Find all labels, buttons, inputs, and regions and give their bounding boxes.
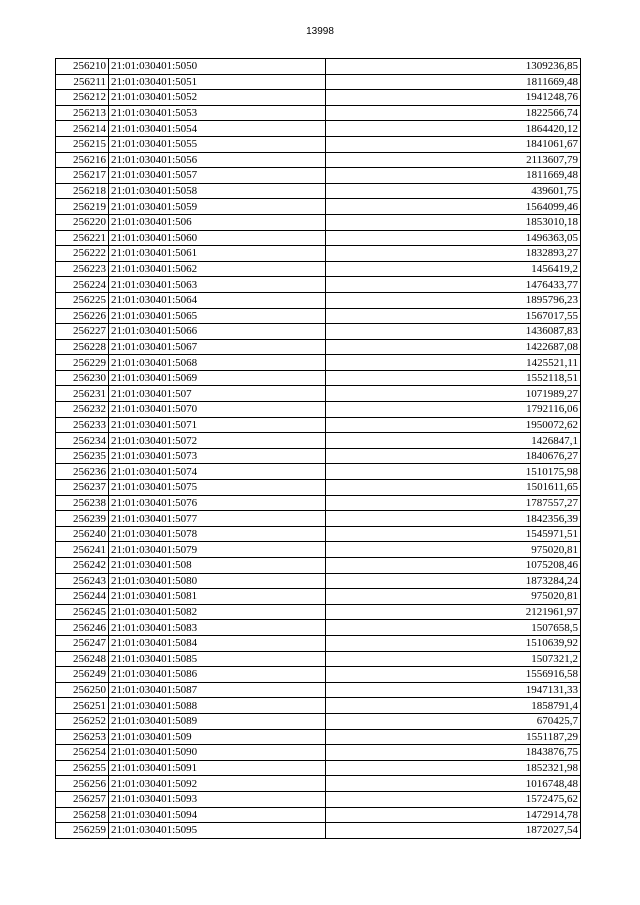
cadastral-number-cell: 21:01:030401:509 (109, 729, 326, 745)
row-number-cell: 256225 (56, 292, 109, 308)
cadastral-number-cell: 21:01:030401:5092 (109, 776, 326, 792)
cadastral-number-cell: 21:01:030401:5052 (109, 90, 326, 106)
table-row (56, 791, 581, 807)
row-number-cell: 256231 (56, 386, 109, 402)
cadastral-value-cell: 1872027,54 (326, 823, 581, 839)
cadastral-value-cell: 1811669,48 (326, 168, 581, 184)
cadastral-number-cell: 21:01:030401:5055 (109, 136, 326, 152)
row-number-cell: 256212 (56, 90, 109, 106)
cadastral-number-cell: 21:01:030401:5062 (109, 261, 326, 277)
cadastral-number-cell: 21:01:030401:5095 (109, 823, 326, 839)
row-number-cell: 256254 (56, 745, 109, 761)
row-number-cell: 256241 (56, 542, 109, 558)
table-row (56, 292, 581, 308)
table-body (56, 59, 581, 839)
cadastral-number-cell: 21:01:030401:5068 (109, 355, 326, 371)
row-number-cell: 256246 (56, 620, 109, 636)
row-number-cell: 256213 (56, 105, 109, 121)
cadastral-number-cell: 21:01:030401:5063 (109, 277, 326, 293)
row-number-cell: 256237 (56, 480, 109, 496)
cadastral-number-cell: 21:01:030401:5090 (109, 745, 326, 761)
row-number-cell: 256259 (56, 823, 109, 839)
table-row (56, 511, 581, 527)
cadastral-value-cell: 1496363,05 (326, 230, 581, 246)
cadastral-value-cell: 1853010,18 (326, 214, 581, 230)
cadastral-number-cell: 21:01:030401:5066 (109, 324, 326, 340)
table-row (56, 433, 581, 449)
row-number-cell: 256251 (56, 698, 109, 714)
cadastral-value-cell: 1811669,48 (326, 74, 581, 90)
cadastral-value-cell: 1071989,27 (326, 386, 581, 402)
cadastral-number-cell: 21:01:030401:5094 (109, 807, 326, 823)
cadastral-number-cell: 21:01:030401:5085 (109, 651, 326, 667)
row-number-cell: 256240 (56, 526, 109, 542)
table-row (56, 713, 581, 729)
table-row (56, 152, 581, 168)
table-row (56, 823, 581, 839)
cadastral-number-cell: 21:01:030401:508 (109, 558, 326, 574)
row-number-cell: 256234 (56, 433, 109, 449)
row-number-cell: 256221 (56, 230, 109, 246)
row-number-cell: 256224 (56, 277, 109, 293)
cadastral-value-cell: 1501611,65 (326, 480, 581, 496)
cadastral-number-cell: 21:01:030401:5061 (109, 246, 326, 262)
row-number-cell: 256256 (56, 776, 109, 792)
row-number-cell: 256229 (56, 355, 109, 371)
cadastral-value-cell: 670425,7 (326, 713, 581, 729)
table-row (56, 59, 581, 75)
row-number-cell: 256226 (56, 308, 109, 324)
row-number-cell: 256227 (56, 324, 109, 340)
row-number-cell: 256243 (56, 573, 109, 589)
table-row (56, 776, 581, 792)
cadastral-number-cell: 21:01:030401:5082 (109, 604, 326, 620)
table-row (56, 402, 581, 418)
table-row (56, 370, 581, 386)
table-row (56, 324, 581, 340)
cadastral-number-cell: 21:01:030401:5076 (109, 495, 326, 511)
cadastral-value-cell: 1436087,83 (326, 324, 581, 340)
cadastral-value-cell: 1422687,08 (326, 339, 581, 355)
table-row (56, 168, 581, 184)
row-number-cell: 256245 (56, 604, 109, 620)
table-row (56, 121, 581, 137)
table-row (56, 448, 581, 464)
cadastral-number-cell: 21:01:030401:5053 (109, 105, 326, 121)
row-number-cell: 256230 (56, 370, 109, 386)
cadastral-value-cell: 1472914,78 (326, 807, 581, 823)
row-number-cell: 256218 (56, 183, 109, 199)
cadastral-value-cell: 1507321,2 (326, 651, 581, 667)
cadastral-value-cell: 1510639,92 (326, 635, 581, 651)
cadastral-number-cell: 21:01:030401:5086 (109, 667, 326, 683)
cadastral-number-cell: 21:01:030401:5078 (109, 526, 326, 542)
cadastral-value-cell: 1572475,62 (326, 791, 581, 807)
cadastral-value-cell: 1895796,23 (326, 292, 581, 308)
cadastral-number-cell: 21:01:030401:5083 (109, 620, 326, 636)
table-row (56, 807, 581, 823)
table-row (56, 542, 581, 558)
cadastral-number-cell: 21:01:030401:5077 (109, 511, 326, 527)
cadastral-value-cell: 1873284,24 (326, 573, 581, 589)
cadastral-number-cell: 21:01:030401:5081 (109, 589, 326, 605)
table-row (56, 105, 581, 121)
row-number-cell: 256235 (56, 448, 109, 464)
cadastral-number-cell: 21:01:030401:5067 (109, 339, 326, 355)
cadastral-number-cell: 21:01:030401:5065 (109, 308, 326, 324)
cadastral-number-cell: 21:01:030401:5072 (109, 433, 326, 449)
cadastral-number-cell: 21:01:030401:5064 (109, 292, 326, 308)
table-row (56, 246, 581, 262)
table-row (56, 604, 581, 620)
cadastral-value-cell: 975020,81 (326, 542, 581, 558)
cadastral-number-cell: 21:01:030401:5088 (109, 698, 326, 714)
cadastral-number-cell: 21:01:030401:5050 (109, 59, 326, 75)
cadastral-value-cell: 1075208,46 (326, 558, 581, 574)
cadastral-number-cell: 21:01:030401:5058 (109, 183, 326, 199)
cadastral-number-cell: 21:01:030401:5075 (109, 480, 326, 496)
table-row (56, 417, 581, 433)
row-number-cell: 256211 (56, 74, 109, 90)
row-number-cell: 256252 (56, 713, 109, 729)
row-number-cell: 256253 (56, 729, 109, 745)
table-row (56, 277, 581, 293)
cadastral-value-cell: 1016748,48 (326, 776, 581, 792)
table-row (56, 74, 581, 90)
cadastral-number-cell: 21:01:030401:507 (109, 386, 326, 402)
row-number-cell: 256236 (56, 464, 109, 480)
cadastral-number-cell: 21:01:030401:5059 (109, 199, 326, 215)
table-row (56, 464, 581, 480)
cadastral-value-cell: 1456419,2 (326, 261, 581, 277)
cadastral-value-cell: 1507658,5 (326, 620, 581, 636)
cadastral-value-cell: 1843876,75 (326, 745, 581, 761)
cadastral-number-cell: 21:01:030401:5057 (109, 168, 326, 184)
row-number-cell: 256249 (56, 667, 109, 683)
cadastral-value-cell: 1309236,85 (326, 59, 581, 75)
cadastral-value-cell: 1841061,67 (326, 136, 581, 152)
table-row (56, 480, 581, 496)
cadastral-value-cell: 1425521,11 (326, 355, 581, 371)
table-row (56, 682, 581, 698)
table-row (56, 308, 581, 324)
table-row (56, 589, 581, 605)
cadastral-value-cell: 1792116,06 (326, 402, 581, 418)
row-number-cell: 256247 (56, 635, 109, 651)
cadastral-value-cell: 1858791,4 (326, 698, 581, 714)
cadastral-value-cell: 1426847,1 (326, 433, 581, 449)
table-row (56, 729, 581, 745)
cadastral-number-cell: 21:01:030401:5051 (109, 74, 326, 90)
cadastral-value-cell: 1567017,55 (326, 308, 581, 324)
cadastral-value-cell: 1545971,51 (326, 526, 581, 542)
row-number-cell: 256248 (56, 651, 109, 667)
row-number-cell: 256232 (56, 402, 109, 418)
cadastral-number-cell: 21:01:030401:5087 (109, 682, 326, 698)
row-number-cell: 256217 (56, 168, 109, 184)
row-number-cell: 256214 (56, 121, 109, 137)
table-row (56, 183, 581, 199)
cadastral-value-cell: 2113607,79 (326, 152, 581, 168)
table-row (56, 355, 581, 371)
table-row (56, 635, 581, 651)
row-number-cell: 256228 (56, 339, 109, 355)
cadastral-value-cell: 1842356,39 (326, 511, 581, 527)
cadastral-number-cell: 21:01:030401:5084 (109, 635, 326, 651)
cadastral-value-table (55, 58, 581, 839)
table-row (56, 495, 581, 511)
cadastral-value-cell: 1556916,58 (326, 667, 581, 683)
row-number-cell: 256216 (56, 152, 109, 168)
page-number: 13998 (306, 26, 334, 37)
table-row (56, 214, 581, 230)
cadastral-number-cell: 21:01:030401:5080 (109, 573, 326, 589)
cadastral-value-cell: 1822566,74 (326, 105, 581, 121)
row-number-cell: 256244 (56, 589, 109, 605)
row-number-cell: 256233 (56, 417, 109, 433)
row-number-cell: 256210 (56, 59, 109, 75)
table-row (56, 573, 581, 589)
cadastral-value-cell: 1941248,76 (326, 90, 581, 106)
row-number-cell: 256220 (56, 214, 109, 230)
row-number-cell: 256239 (56, 511, 109, 527)
cadastral-number-cell: 21:01:030401:5071 (109, 417, 326, 433)
table-row (56, 651, 581, 667)
cadastral-value-cell: 1840676,27 (326, 448, 581, 464)
table-row (56, 136, 581, 152)
cadastral-value-cell: 1864420,12 (326, 121, 581, 137)
row-number-cell: 256223 (56, 261, 109, 277)
cadastral-value-cell: 1947131,33 (326, 682, 581, 698)
row-number-cell: 256250 (56, 682, 109, 698)
cadastral-number-cell: 21:01:030401:5069 (109, 370, 326, 386)
cadastral-number-cell: 21:01:030401:5091 (109, 760, 326, 776)
table-row (56, 386, 581, 402)
cadastral-value-cell: 1832893,27 (326, 246, 581, 262)
row-number-cell: 256257 (56, 791, 109, 807)
cadastral-value-cell: 439601,75 (326, 183, 581, 199)
table-row (56, 199, 581, 215)
table-row (56, 558, 581, 574)
cadastral-number-cell: 21:01:030401:5074 (109, 464, 326, 480)
row-number-cell: 256255 (56, 760, 109, 776)
row-number-cell: 256242 (56, 558, 109, 574)
row-number-cell: 256215 (56, 136, 109, 152)
cadastral-value-cell: 1950072,62 (326, 417, 581, 433)
row-number-cell: 256222 (56, 246, 109, 262)
cadastral-value-cell: 2121961,97 (326, 604, 581, 620)
cadastral-number-cell: 21:01:030401:5060 (109, 230, 326, 246)
table-row (56, 667, 581, 683)
cadastral-number-cell: 21:01:030401:5073 (109, 448, 326, 464)
table-row (56, 526, 581, 542)
row-number-cell: 256258 (56, 807, 109, 823)
cadastral-value-cell: 1476433,77 (326, 277, 581, 293)
cadastral-number-cell: 21:01:030401:5079 (109, 542, 326, 558)
table-row (56, 698, 581, 714)
cadastral-number-cell: 21:01:030401:5089 (109, 713, 326, 729)
table-row (56, 745, 581, 761)
table-row (56, 760, 581, 776)
cadastral-number-cell: 21:01:030401:5093 (109, 791, 326, 807)
table-row (56, 261, 581, 277)
cadastral-value-cell: 1852321,98 (326, 760, 581, 776)
cadastral-value-cell: 1552118,51 (326, 370, 581, 386)
table-row (56, 90, 581, 106)
cadastral-value-cell: 1551187,29 (326, 729, 581, 745)
row-number-cell: 256238 (56, 495, 109, 511)
cadastral-value-cell: 1787557,27 (326, 495, 581, 511)
row-number-cell: 256219 (56, 199, 109, 215)
cadastral-number-cell: 21:01:030401:506 (109, 214, 326, 230)
cadastral-number-cell: 21:01:030401:5054 (109, 121, 326, 137)
table-row (56, 230, 581, 246)
cadastral-number-cell: 21:01:030401:5070 (109, 402, 326, 418)
cadastral-value-cell: 975020,81 (326, 589, 581, 605)
table-row (56, 620, 581, 636)
table-row (56, 339, 581, 355)
cadastral-value-cell: 1510175,98 (326, 464, 581, 480)
cadastral-number-cell: 21:01:030401:5056 (109, 152, 326, 168)
cadastral-value-cell: 1564099,46 (326, 199, 581, 215)
